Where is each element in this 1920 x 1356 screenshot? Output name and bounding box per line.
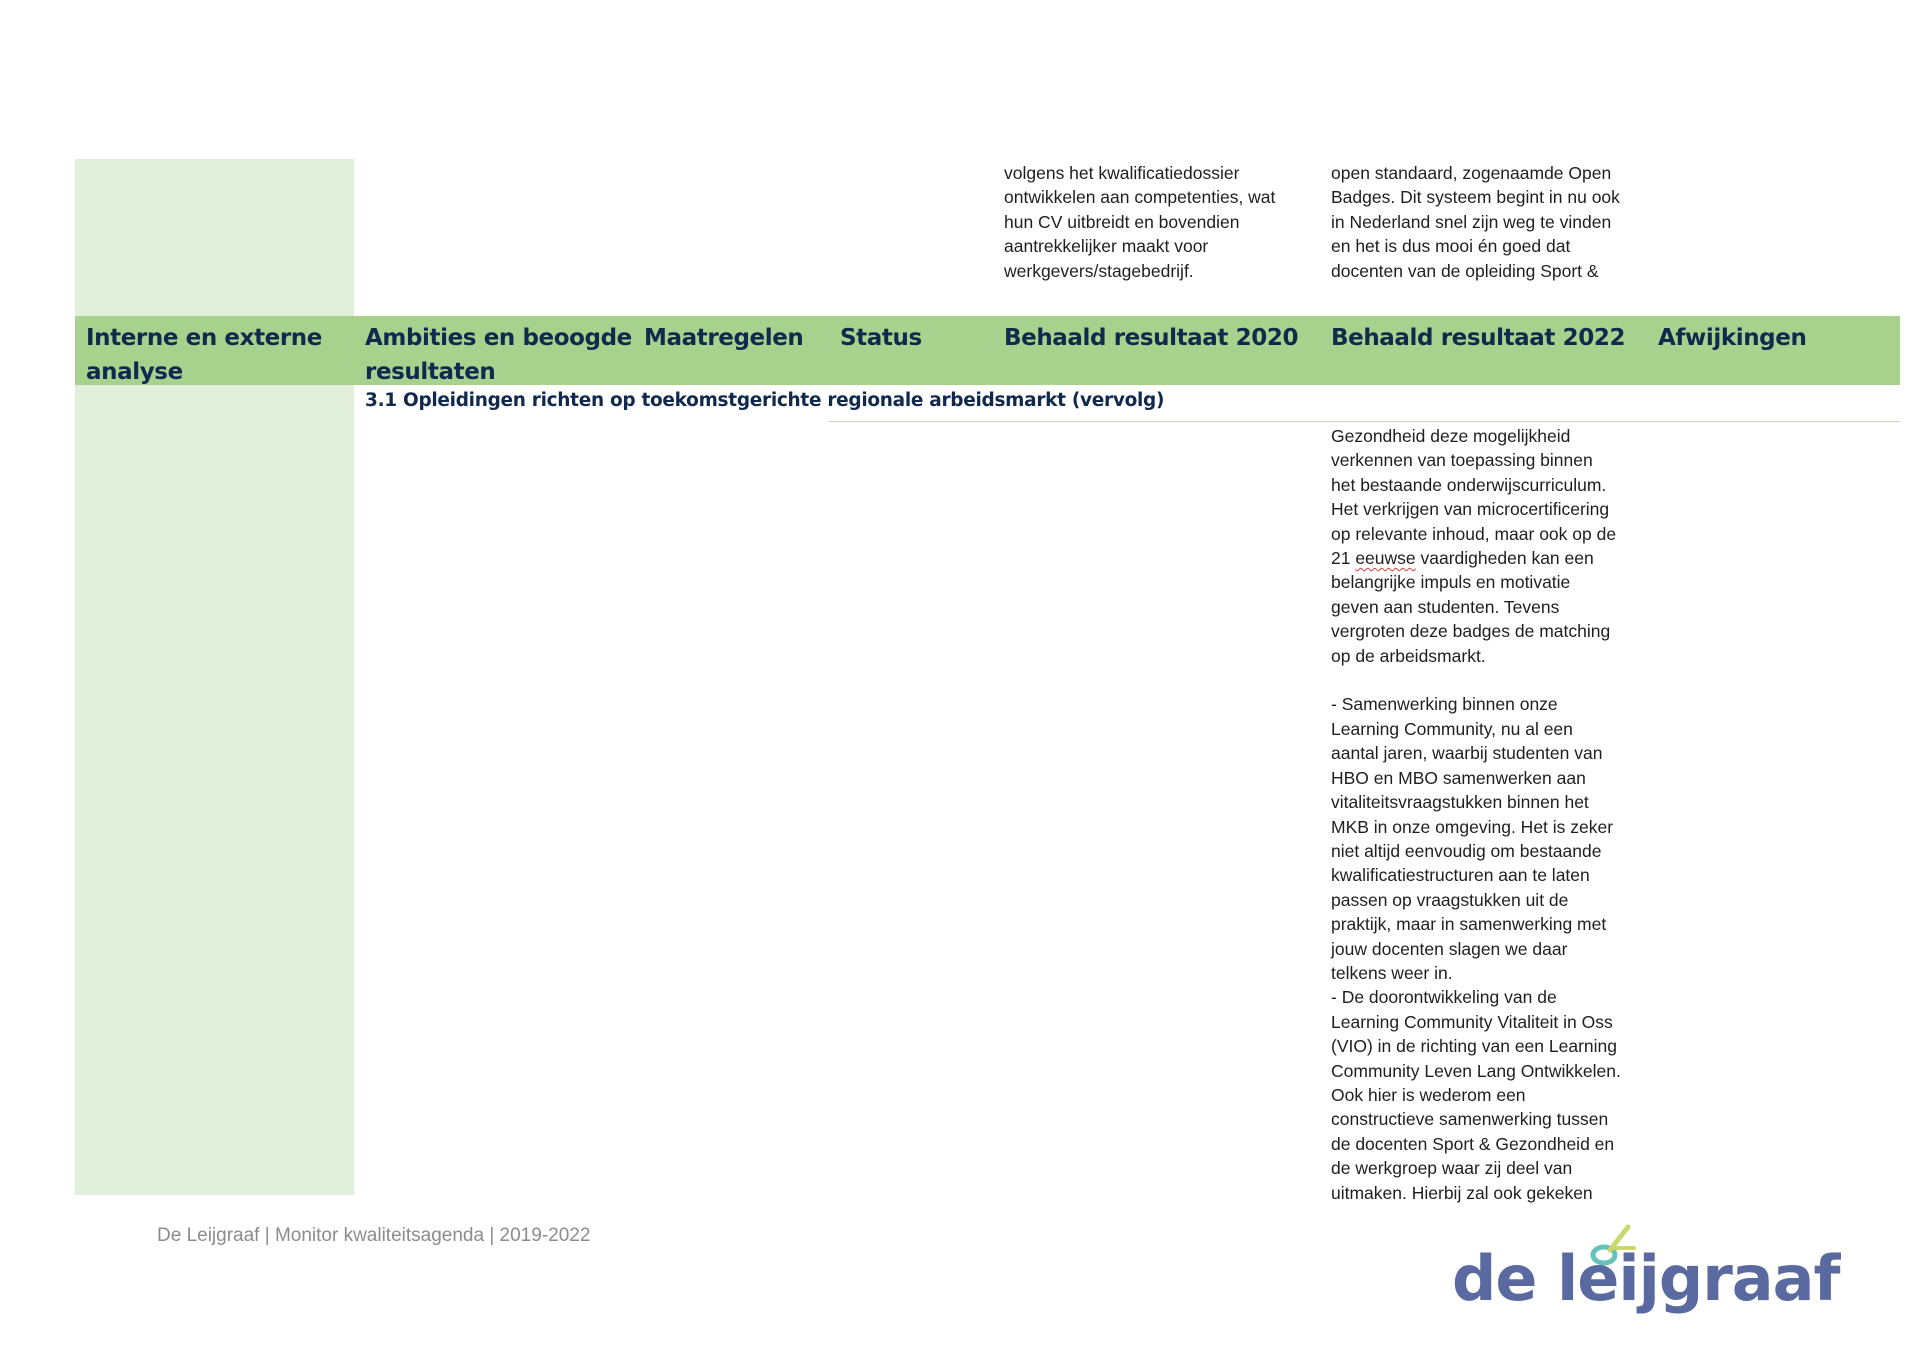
header-behaald-2020: Behaald resultaat 2020 [1004, 325, 1299, 351]
header-ambities: Ambities en beoogde resultaten [365, 325, 632, 385]
header-status: Status [840, 325, 922, 351]
behaald-2022-text-part: vaardigheden kan een belangrijke impuls en motivatie geven aan studenten. Tevens vergroten deze badges de matching op de arbeidsmarkt. - Samenwerking binnen onze Learning Community, nu al een aantal jaren, waarbij studenten van HBO en MBO samenwerken aan vitaliteitsvraagstukken binnen het MKB in onze omgeving. Het is zeker niet altijd eenvoudig om bestaande kwalificatiestructuren aan te laten passen op vraagstukken uit de praktijk, maar in samenwerking met jouw docenten slagen we daar telkens weer in. - De doorontwikkeling van de Learning Community Vitaliteit in Oss (VIO) in de richting van een Learning Community Leven Lang Ontwikkelen. Ook hier is wederom een constructieve samenwerking tussen de docenten Sport & Gezondheid en de werkgroep waar zij deel van uitmaken. Hierbij zal ook gekeken [1331, 548, 1621, 1203]
header-interne-externe-analyse: Interne en externe analyse [86, 325, 322, 385]
header-maatregelen: Maatregelen [644, 325, 804, 351]
logo-wordmark: de leijgraaf [1452, 1242, 1840, 1315]
behaald-2022-text [1331, 424, 1641, 1205]
leijgraaf-logo [1452, 1222, 1840, 1332]
behaald-2022-text-part: Gezondheid deze mogelijkheid verkennen van toepassing binnen het bestaande onderwijscurriculum. Het verkrijgen van microcertificering op relevante inhoud, maar ook op de 21 [1331, 426, 1617, 569]
table-header-row [75, 316, 1900, 385]
footer-text: De Leijgraaf | Monitor kwaliteitsagenda | 2019-2022 [157, 1225, 591, 1246]
spellcheck-word: eeuwse [1355, 548, 1416, 569]
header-behaald-2022: Behaald resultaat 2022 [1331, 325, 1626, 351]
section-title: 3.1 Opleidingen richten op toekomstgerichte regionale arbeidsmarkt (vervolg) [365, 390, 1165, 411]
analysis-column-band [75, 385, 354, 1195]
behaald-2022-continued-text: open standaard, zogenaamde Open Badges. Dit systeem begint in nu ook in Nederland snel zijn weg te vinden en het is dus mooi én goed dat docenten van de opleiding Sport & [1331, 163, 1620, 281]
section-divider [828, 421, 1900, 422]
header-afwijkingen: Afwijkingen [1658, 325, 1807, 351]
behaald-2020-continued-text: volgens het kwalificatiedossier ontwikkelen aan competenties, wat hun CV uitbreidt en bovendien aantrekkelijker maakt voor werkgevers/stagebedrijf. [1004, 163, 1276, 281]
analysis-column-band [75, 159, 354, 316]
